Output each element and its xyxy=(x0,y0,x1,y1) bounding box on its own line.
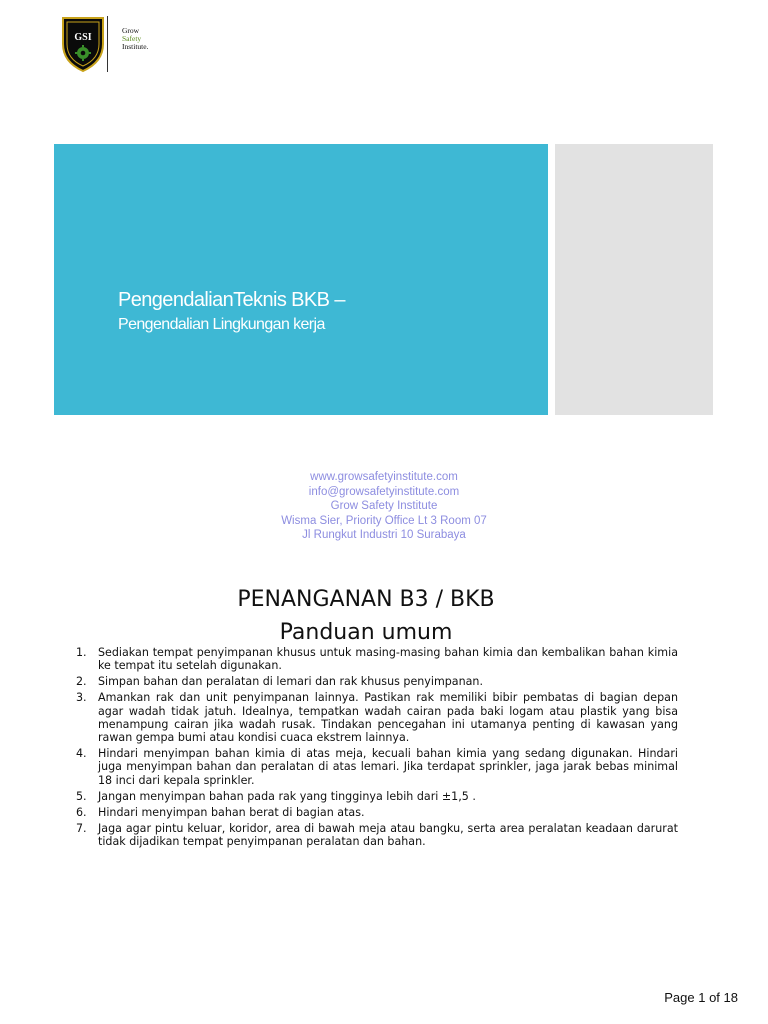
list-item xyxy=(76,646,678,673)
list-item-text: Hindari menyimpan bahan kimia di atas meja, kecuali bahan kimia yang sedang digunakan. Hindari juga menyimpan bahan dan peralatan di atas lemari. Jika terdapat sprinkler, jaga jarak bebas minimal 18 inci dari kepala sprinkler. xyxy=(98,747,678,787)
list-item xyxy=(76,675,678,688)
list-item-text: Amankan rak dan unit penyimpanan lainnya. Pastikan rak memiliki bibir pembatas di bagian depan agar wadah tidak jatuh. Idealnya, tempatkan wadah cairan pada baki logam atau plastik yang bisa menampung cairan jika wadah rusak. Tindakan pencegahan ini utamanya penting di kawasan yang rawan gempa bumi atau kondisi cuaca ekstrem lainnya. xyxy=(98,691,678,745)
list-item-number: 5. xyxy=(76,789,87,803)
list-item xyxy=(76,822,678,849)
list-item-number: 7. xyxy=(76,821,87,835)
list-item-number: 3. xyxy=(76,691,87,705)
banner-subtitle: Pengendalian Lingkungan kerja xyxy=(118,316,325,333)
banner-title: PengendalianTeknis BKB – xyxy=(118,289,345,311)
list-item-text: Simpan bahan dan peralatan di lemari dan rak khusus penyimpanan. xyxy=(98,675,483,689)
list-item-number: 6. xyxy=(76,805,87,819)
list-item-number: 1. xyxy=(76,646,87,659)
list-item-text: Jaga agar pintu keluar, koridor, area di bawah meja atau bangku, serta area peralatan keadaan darurat tidak dijadikan tempat penyimpanan peralatan dan bahan. xyxy=(98,821,678,848)
address-line-1: Wisma Sier, Priority Office Lt 3 Room 07 xyxy=(281,514,487,527)
list-item xyxy=(76,747,678,787)
logo-divider xyxy=(107,16,108,72)
list-item xyxy=(76,691,678,744)
list-item xyxy=(76,806,678,819)
list-item-text: Sediakan tempat penyimpanan khusus untuk masing-masing bahan kimia dan kembalikan bahan kimia ke tempat itu setelah digunakan. xyxy=(98,646,678,673)
website-link[interactable]: www.growsafetyinstitute.com xyxy=(310,471,458,483)
logo-wordmark xyxy=(122,27,148,51)
organization-name: Grow Safety Institute xyxy=(330,500,438,512)
logo-abbr: GSI xyxy=(74,32,92,43)
list-item xyxy=(76,790,678,803)
logo-line-institute: Institute. xyxy=(122,42,149,51)
list-item-number: 4. xyxy=(76,747,87,761)
guideline-list xyxy=(76,646,678,851)
document-subtitle: Panduan umum xyxy=(279,620,453,645)
page-number: Page 1 of 18 xyxy=(664,990,738,1005)
email-link[interactable]: info@growsafetyinstitute.com xyxy=(308,485,460,498)
list-item-number: 2. xyxy=(76,675,87,689)
logo-line-grow: Grow xyxy=(122,26,140,35)
list-item-text: Hindari menyimpan bahan berat di bagian atas. xyxy=(98,805,365,819)
contact-block xyxy=(0,470,768,543)
banner-side-panel xyxy=(555,144,713,415)
gsi-shield-icon xyxy=(60,14,106,74)
logo-line-safety: Safety xyxy=(122,34,142,43)
list-item-text: Jangan menyimpan bahan pada rak yang tingginya lebih dari ±1,5 . xyxy=(98,789,476,803)
title-banner xyxy=(54,144,548,415)
document-title: PENANGANAN B3 / BKB xyxy=(237,587,495,612)
address-line-2: Jl Rungkut Industri 10 Surabaya xyxy=(302,529,466,541)
